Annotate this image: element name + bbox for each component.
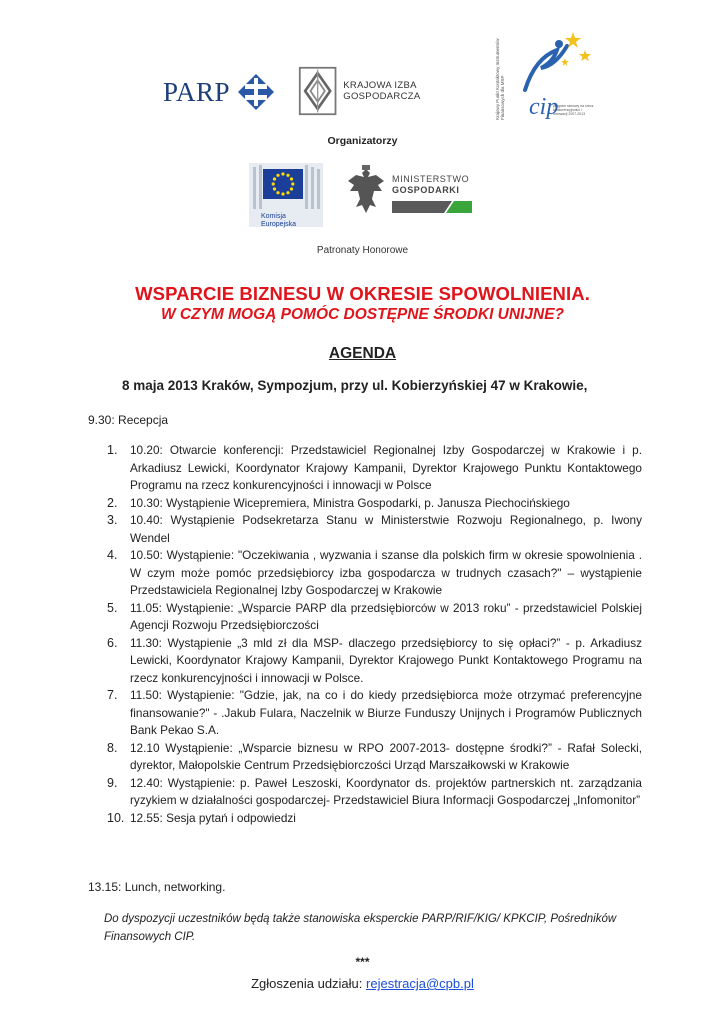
separator: *** bbox=[355, 955, 370, 969]
agenda-item-number: 4. bbox=[107, 548, 118, 562]
agenda-item-number: 9. bbox=[107, 775, 118, 790]
agenda-item-number: 1. bbox=[107, 443, 118, 457]
kig-logo-text: KRAJOWA IZBA GOSPODARCZA bbox=[343, 80, 421, 102]
agenda-item-text: 10.40: Wystąpienie Podsekretarza Stanu w Ministerstwie Rozwoju Regionalnego, p. Iwony Wendel bbox=[130, 513, 642, 545]
agenda-item bbox=[107, 687, 642, 740]
page-subtitle: W CZYM MOGĄ POMÓC DOSTĘPNE ŚRODKI UNIJNE? bbox=[160, 306, 564, 323]
agenda-item-text: 11.50: Wystąpienie: "Gdzie, jak, na co i do kiedy przedsiębiorca może otrzymać preferencyjne finansowanie?" - .Jakub Fulara, Naczelnik w Biurze Funduszy Unijnych i Programów Publicznych Bank Pekao S.A. bbox=[130, 688, 642, 737]
agenda-item-text: 10.30: Wystąpienie Wicepremiera, Ministra Gospodarki, p. Janusza Piechocińskiego bbox=[130, 495, 570, 510]
agenda-item bbox=[107, 635, 642, 688]
cip-logo-text: cip bbox=[529, 94, 559, 120]
ministry-name-line1: MINISTERSTWO bbox=[392, 174, 470, 184]
agenda-item-text: 11.05: Wystąpienie: „Wsparcie PARP dla przedsiębiorców w 2013 roku” - przedstawiciel Polskiej Agencji Rozwoju Przedsiębiorczości bbox=[130, 600, 642, 632]
agenda-heading: AGENDA bbox=[328, 345, 397, 362]
ministry-economy-logo bbox=[344, 163, 476, 221]
parp-logo-icon bbox=[236, 72, 276, 112]
agenda-item-number: 10. bbox=[107, 810, 125, 825]
ministry-name bbox=[392, 174, 469, 196]
event-date-line: 8 maja 2013 Kraków, Sympozjum, przy ul. Kobierzyńskiej 47 w Krakowie, bbox=[122, 378, 588, 393]
agenda-item-number: 7. bbox=[107, 688, 118, 702]
agenda-item-number: 8. bbox=[107, 740, 118, 755]
agenda-item bbox=[107, 740, 642, 775]
expert-stands-note: Do dyspozycji uczestników będą także stanowiska eksperckie PARP/RIF/KIG/ KPKCIP, Pośredników Finansowych CIP. bbox=[104, 913, 617, 943]
polish-eagle-icon bbox=[344, 163, 388, 221]
patronage-label: Patronaty Honorowe bbox=[316, 245, 409, 256]
agenda-item-text: 12.10 Wystąpienie: „Wsparcie biznesu w RPO 2007-2013- dostępne środki?” - Rafał Solecki, dyrektor, Małopolskie Centrum Przedsiębiorczości Urząd Marszałkowski w Krakowie bbox=[130, 740, 642, 772]
kig-logo bbox=[298, 63, 480, 119]
agenda-item-text: 11.30: Wystąpienie „3 mld zł dla MSP- dlaczego przedsiębiorcy to się opłaci?” - p. Arkadiusz Lewicki, Koordynator Krajowy Kampanii, Dyrektor Krajowego Punkt Kontaktowego Programu na rzecz konkurencyjności i innowacji w Polsce. bbox=[130, 635, 642, 685]
european-commission-text: Komisja Europejska bbox=[261, 213, 297, 228]
page-title: WSPARCIE BIZNESU W OKRESIE SPOWOLNIENIA. bbox=[135, 283, 590, 304]
agenda-list bbox=[107, 442, 642, 827]
agenda-item-number: 5. bbox=[107, 600, 118, 615]
reception-time: 9.30: Recepcja bbox=[88, 413, 169, 427]
parp-logo-text: PARP bbox=[163, 76, 231, 107]
signup-email-link[interactable]: rejestracja@cpb.pl bbox=[366, 976, 474, 991]
agenda-item bbox=[107, 810, 642, 828]
lunch-time: 13.15: Lunch, networking. bbox=[88, 880, 226, 894]
agenda-item bbox=[107, 600, 642, 635]
agenda-item bbox=[107, 495, 642, 513]
kig-emblem-icon bbox=[298, 63, 337, 119]
cip-logo bbox=[495, 28, 595, 123]
agenda-item-text: 12.55: Sesja pytań i odpowiedzi bbox=[130, 810, 296, 825]
agenda-item-number: 3. bbox=[107, 513, 118, 527]
agenda-item bbox=[107, 547, 642, 600]
signup-line bbox=[0, 976, 725, 991]
agenda-item bbox=[107, 442, 642, 495]
organizers-label: Organizatorzy bbox=[327, 135, 398, 147]
agenda-item-number: 6. bbox=[107, 635, 118, 650]
agenda-item-text: 10.20: Otwarcie konferencji: Przedstawiciel Regionalnej Izby Gospodarczej w Krakowie i p. Arkadiusz Lewicki, Koordynator Krajowy Kampanii, Dyrektor Krajowego Punktu Kontaktowego Programu na rzecz konkurencyjności i innowacji w Polsce bbox=[130, 443, 642, 492]
signup-label: Zgłoszenia udziału: bbox=[251, 976, 367, 991]
ministry-stripe-icon bbox=[392, 201, 472, 213]
agenda-item-number: 2. bbox=[107, 495, 118, 510]
ministry-name-line2: GOSPODARKI bbox=[392, 185, 460, 195]
cip-jumper-icon bbox=[495, 28, 595, 98]
agenda-item-text: 10.50: Wystąpienie: "Oczekiwania , wyzwania i szanse dla polskich firm w okresie spowolnienia . W czym może pomóc przedsiębiorcy izba gospodarcza w trudnych czasach?" – wystąpienie Przedstawiciela Regionalnej Izby Gospodarczej w Krakowie bbox=[130, 548, 642, 597]
parp-logo bbox=[163, 64, 288, 120]
agenda-item bbox=[107, 775, 642, 810]
european-commission-logo bbox=[247, 155, 325, 230]
cip-program-text: program ramowy na rzecz konkurencyjności i innowacji 2007-2013 bbox=[553, 104, 594, 116]
agenda-item-text: 12.40: Wystąpienie: p. Paweł Leszoski, Koordynator ds. projektów partnerskich nt. zarządzania ryzykiem w działalności gospodarczej- Przedstawiciel Biura Informacji Gospodarczej „Infomonitor” bbox=[130, 775, 642, 807]
agenda-item bbox=[107, 512, 642, 547]
cip-vertical-text: Krajowy Punkt Kontaktowy Instrumentów Finansowych dla MSP bbox=[495, 38, 505, 120]
